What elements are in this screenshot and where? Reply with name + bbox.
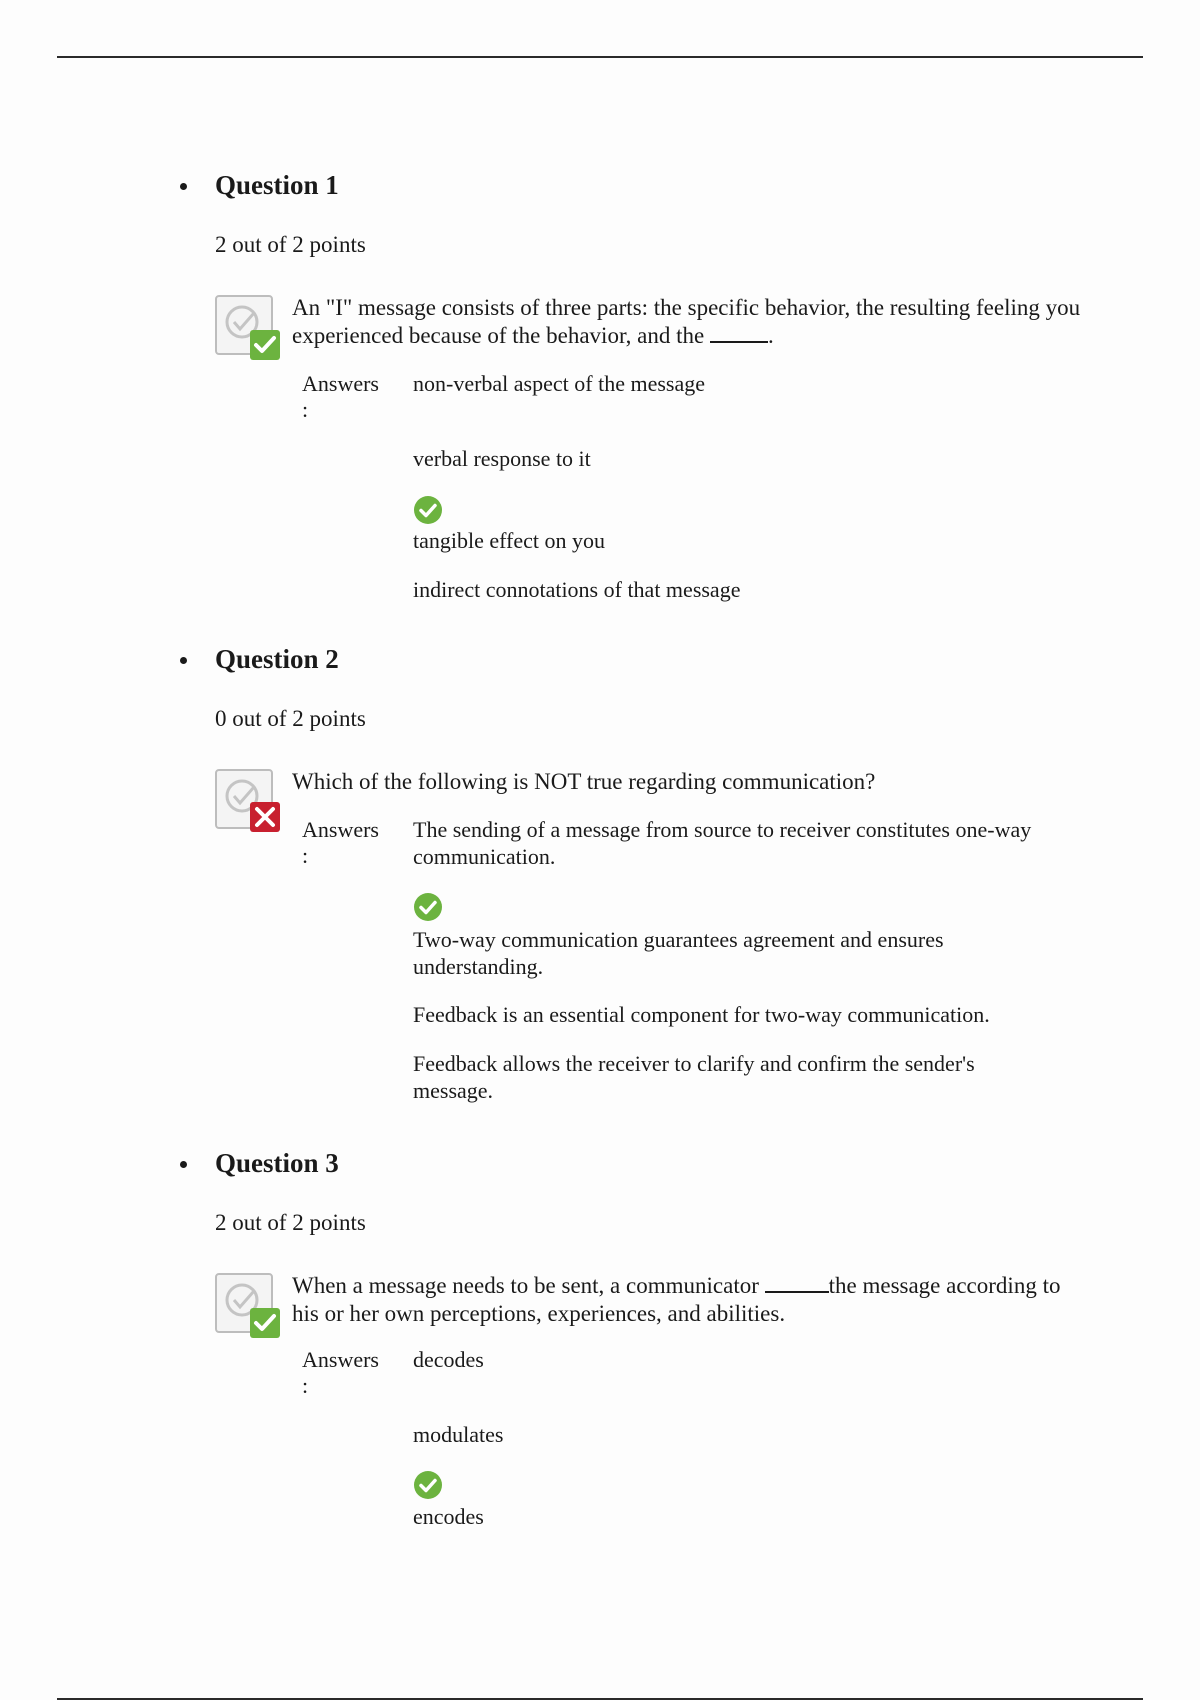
question-points: 2 out of 2 points	[215, 1210, 366, 1235]
question-text: Which of the following is NOT true regarding communication?	[292, 769, 876, 794]
question-title: Question 1	[215, 170, 339, 200]
green-check-circle-icon	[413, 1470, 443, 1500]
answer-option: modulates	[413, 1422, 504, 1447]
green-check-circle-icon	[413, 892, 443, 922]
question-text: An "I" message consists of three parts: the specific behavior, the resulting feeling you experienced because of the behavior, and the .	[292, 295, 1081, 348]
answer-option-correct: tangible effect on you	[413, 528, 606, 553]
question-header	[180, 1148, 339, 1179]
bullet	[180, 1161, 187, 1168]
question-title: Question 2	[215, 644, 339, 674]
answers-label: Answers :	[302, 1347, 379, 1398]
graded-paper-check-icon	[214, 294, 282, 362]
answer-option-correct: encodes	[413, 1504, 484, 1529]
answers-label: Answers :	[302, 371, 379, 422]
answer-option: verbal response to it	[413, 446, 591, 471]
answers-label: Answers :	[302, 817, 379, 868]
question-points: 2 out of 2 points	[215, 232, 366, 257]
question-title: Question 3	[215, 1148, 339, 1178]
graded-paper-check-icon	[214, 1272, 282, 1340]
question-header	[180, 644, 339, 675]
bullet	[180, 183, 187, 190]
answer-blank	[765, 1285, 829, 1293]
question-text: When a message needs to be sent, a communicator the message according to his or her own perceptions, experiences, and abilities.	[292, 1273, 1061, 1326]
top-rule	[57, 56, 1143, 58]
question-points: 0 out of 2 points	[215, 706, 366, 731]
bullet	[180, 657, 187, 664]
green-check-circle-icon	[413, 495, 443, 525]
answer-option: The sending of a message from source to receiver constitutes one-way communication.	[413, 817, 1032, 869]
answer-option-correct: Two-way communication guarantees agreement and ensures understanding.	[413, 927, 944, 979]
graded-paper-x-icon	[214, 768, 282, 836]
answer-option: non-verbal aspect of the message	[413, 371, 705, 396]
answer-option: Feedback is an essential component for two-way communication.	[413, 1002, 990, 1027]
answer-blank	[710, 335, 768, 343]
answer-option: Feedback allows the receiver to clarify and confirm the sender's message.	[413, 1051, 975, 1103]
question-header	[180, 170, 339, 201]
answer-option: indirect connotations of that message	[413, 577, 741, 602]
answer-option: decodes	[413, 1347, 484, 1372]
